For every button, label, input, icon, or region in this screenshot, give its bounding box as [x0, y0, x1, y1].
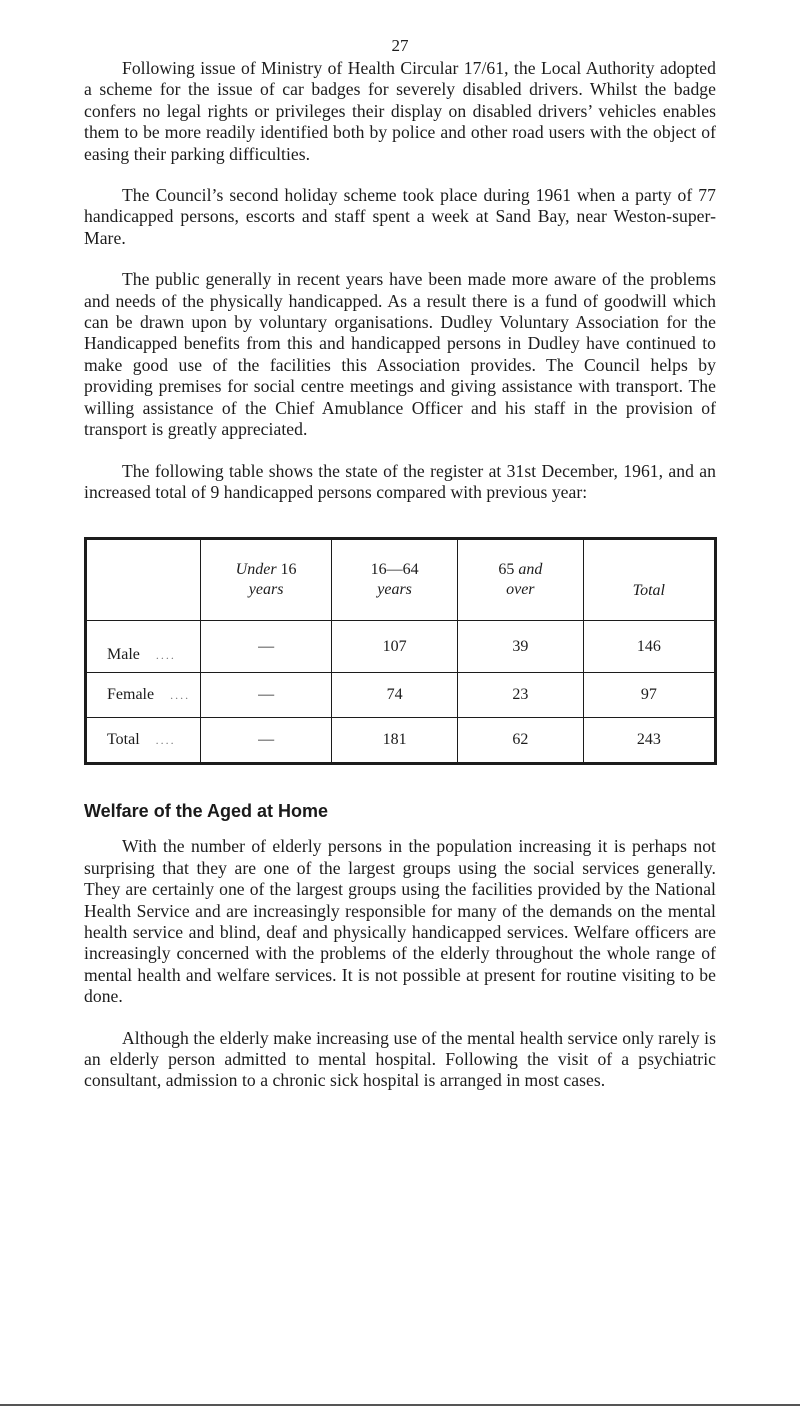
row-label-text: Male	[107, 646, 140, 664]
header-under-16-years: years	[248, 581, 284, 599]
cell-under-16: —	[201, 718, 332, 764]
header-65-number: 65	[498, 561, 515, 579]
register-table	[84, 537, 717, 765]
row-label-male	[86, 621, 201, 673]
row-label-total	[86, 718, 201, 764]
cell-16-64: 181	[332, 718, 458, 764]
header-16-64	[332, 539, 458, 621]
page-number: 27	[391, 36, 409, 55]
header-blank	[86, 539, 201, 621]
table-row	[86, 621, 716, 673]
row-label-text: Total	[107, 731, 140, 749]
cell-total: 146	[583, 621, 715, 673]
row-leader: ....	[155, 648, 176, 663]
header-65-and-over	[457, 539, 583, 621]
header-total-label: Total	[632, 582, 665, 600]
header-16-64-years: years	[377, 581, 412, 599]
section-heading-welfare-aged: Welfare of the Aged at Home	[84, 801, 329, 822]
paragraph-car-badges: Following issue of Ministry of Health Circular 17/61, the Local Authority adopted a scheme for the issue of car badges for severely disabled drivers. Whilst the badge confers no legal rights or privileges their display on disabled drivers’ vehicles enables them to be more readily identified both by police and other road users with the object of easing their parking difficulties.	[84, 58, 716, 164]
header-65-and: and	[518, 561, 543, 579]
row-leader: ....	[170, 688, 191, 703]
bottom-edge-rule	[0, 1404, 800, 1406]
cell-under-16: —	[201, 621, 332, 673]
header-total	[583, 539, 715, 621]
table-row	[86, 673, 716, 718]
cell-16-64: 107	[332, 621, 458, 673]
cell-total: 97	[583, 673, 715, 718]
table-header-row	[86, 539, 716, 621]
paragraph-register-intro: The following table shows the state of the register at 31st December, 1961, and an increased total of 9 handicapped persons compared with previous year:	[84, 460, 716, 502]
header-16-64-range: 16—64	[370, 561, 419, 579]
paragraph-mental-hospital: Although the elderly make increasing use of the mental health service only rarely is an elderly person admitted to mental hospital. Following the visit of a psychiatric consultant, admission to a chronic sick hospital is arranged in most cases.	[84, 1027, 716, 1091]
paragraph-voluntary-organisations: The public generally in recent years have been made more aware of the problems and needs of the physically handicapped. As a result there is a fund of goodwill which can be drawn upon by voluntary organisations. Dudley Voluntary Association for the Handicapped benefits from this and handicapped persons in Dudley have continued to make good use of the facilities this Association provides. The Council helps by providing premises for social centre meetings and giving assistance with transport. The willing assistance of the Chief Amublance Officer and his staff in the provision of transport is greatly appreciated.	[84, 269, 716, 440]
row-label-text: Female	[107, 686, 155, 704]
page-content	[84, 58, 716, 1112]
header-65-over: over	[506, 581, 535, 599]
row-label-female	[86, 673, 201, 718]
header-under-16-number: 16	[280, 561, 297, 579]
cell-16-64: 74	[332, 673, 458, 718]
cell-under-16: —	[201, 673, 332, 718]
paragraph-elderly-population: With the number of elderly persons in the population increasing it is perhaps not surprising that they are one of the largest groups using the social services generally. They are certainly one of the largest groups using the facilities provided by the National Health Service and are increasingly responsible for many of the demands on the mental health service and blind, deaf and physically handicapped services. Welfare officers are increasingly concerned with the problems of the elderly throughout the whole range of mental health and welfare services. It is not possible at present for routine visiting to be done.	[84, 836, 716, 1007]
header-under-16	[201, 539, 332, 621]
cell-65-over: 23	[457, 673, 583, 718]
cell-65-over: 62	[457, 718, 583, 764]
row-leader: ....	[155, 733, 176, 748]
table-row	[86, 718, 716, 764]
cell-total: 243	[583, 718, 715, 764]
paragraph-holiday-scheme: The Council’s second holiday scheme took place during 1961 when a party of 77 handicapped persons, escorts and staff spent a week at Sand Bay, near Weston-super-Mare.	[84, 185, 716, 248]
header-under-16-word: Under	[235, 561, 277, 579]
cell-65-over: 39	[457, 621, 583, 673]
